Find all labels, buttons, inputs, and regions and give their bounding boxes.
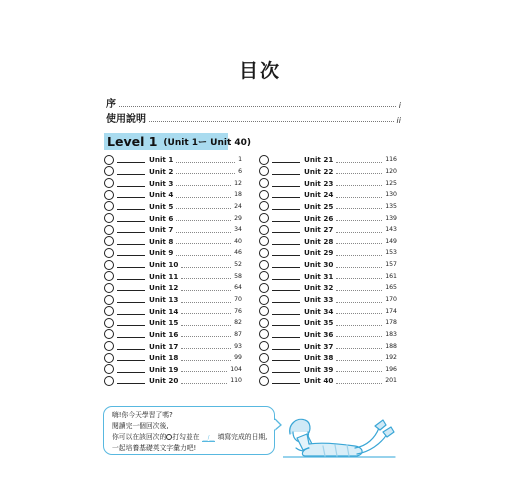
unit-page: 143 bbox=[385, 226, 397, 234]
leader-dots bbox=[336, 331, 382, 337]
unit-page: 188 bbox=[385, 342, 397, 350]
leader-dots bbox=[336, 227, 382, 233]
unit-row[interactable] bbox=[104, 375, 242, 387]
unit-row[interactable] bbox=[259, 294, 397, 306]
date-blank-line[interactable] bbox=[117, 343, 145, 350]
checkbox-circle-icon[interactable] bbox=[104, 353, 114, 363]
unit-page: 64 bbox=[234, 284, 242, 292]
checkbox-circle-icon[interactable] bbox=[259, 213, 269, 223]
unit-page: 82 bbox=[234, 319, 242, 327]
leader-dots bbox=[176, 157, 235, 163]
checkbox-circle-icon[interactable] bbox=[259, 341, 269, 351]
checkbox-circle-icon[interactable] bbox=[104, 190, 114, 200]
leader-dots bbox=[336, 273, 382, 279]
unit-row[interactable] bbox=[259, 212, 397, 224]
date-blank-line[interactable] bbox=[272, 249, 300, 256]
checkbox-circle-icon[interactable] bbox=[104, 155, 114, 165]
unit-row[interactable] bbox=[259, 247, 397, 259]
unit-row[interactable] bbox=[104, 329, 242, 341]
leader-dots bbox=[181, 378, 227, 384]
unit-name: Unit 5 bbox=[149, 201, 174, 211]
unit-row[interactable] bbox=[104, 305, 242, 317]
unit-page: 18 bbox=[234, 191, 242, 199]
leader-dots bbox=[336, 297, 382, 303]
unit-page: 139 bbox=[385, 214, 397, 222]
unit-name: Unit 27 bbox=[304, 225, 334, 235]
level-header bbox=[104, 133, 252, 150]
leader-dots bbox=[119, 106, 396, 107]
unit-name: Unit 19 bbox=[149, 364, 179, 374]
leader-dots bbox=[336, 215, 382, 221]
leader-dots bbox=[336, 180, 382, 186]
date-blank-line[interactable] bbox=[272, 308, 300, 315]
unit-name: Unit 20 bbox=[149, 376, 179, 386]
unit-row[interactable] bbox=[104, 282, 242, 294]
unit-name: Unit 1 bbox=[149, 155, 174, 165]
leader-dots bbox=[336, 250, 382, 256]
unit-name: Unit 3 bbox=[149, 178, 174, 188]
leader-dots bbox=[336, 262, 382, 268]
leader-dots bbox=[336, 308, 382, 314]
unit-page: 70 bbox=[234, 296, 242, 303]
leader-dots bbox=[336, 355, 382, 361]
unit-name: Unit 36 bbox=[304, 329, 334, 339]
unit-name: Unit 24 bbox=[304, 190, 334, 200]
date-blank-line[interactable] bbox=[272, 180, 300, 187]
date-blank-line[interactable] bbox=[272, 215, 300, 222]
date-blank-line[interactable] bbox=[272, 156, 300, 163]
unit-name: Unit 35 bbox=[304, 318, 334, 328]
date-blank-line[interactable] bbox=[117, 180, 145, 187]
checkbox-circle-icon[interactable] bbox=[104, 283, 114, 293]
tip-text: 你可以在該回次的 bbox=[112, 433, 167, 441]
leader-dots bbox=[336, 203, 382, 209]
level-range: (Unit 1ー Unit 40) bbox=[163, 138, 252, 148]
leader-dots bbox=[336, 366, 382, 372]
unit-page: 174 bbox=[385, 307, 397, 315]
unit-page: 149 bbox=[385, 237, 397, 245]
unit-row[interactable] bbox=[104, 189, 242, 201]
unit-name: Unit 6 bbox=[149, 213, 174, 223]
leader-dots bbox=[181, 273, 231, 279]
unit-row[interactable] bbox=[259, 235, 397, 247]
unit-page: 161 bbox=[385, 272, 397, 280]
unit-name: Unit 22 bbox=[304, 166, 334, 176]
checkbox-circle-icon[interactable] bbox=[104, 341, 114, 351]
checkbox-circle-icon[interactable] bbox=[104, 213, 114, 223]
leader-dots bbox=[176, 180, 231, 186]
unit-row[interactable] bbox=[259, 282, 397, 294]
unit-name: Unit 30 bbox=[304, 260, 334, 270]
unit-row[interactable] bbox=[104, 340, 242, 352]
date-blank-line[interactable] bbox=[117, 284, 145, 291]
unit-page: 125 bbox=[385, 179, 397, 187]
unit-row[interactable] bbox=[259, 177, 397, 189]
unit-page: 87 bbox=[234, 330, 242, 338]
unit-name: Unit 25 bbox=[304, 201, 334, 211]
checkbox-circle-icon[interactable] bbox=[259, 306, 269, 316]
bubble-tail-icon bbox=[268, 418, 282, 432]
tip-bubble bbox=[103, 406, 275, 455]
checkbox-circle-icon[interactable] bbox=[259, 271, 269, 281]
unit-name: Unit 38 bbox=[304, 353, 334, 363]
unit-page: 135 bbox=[385, 202, 397, 210]
checkbox-circle-icon[interactable] bbox=[259, 201, 269, 211]
unit-row[interactable] bbox=[104, 259, 242, 271]
date-blank-line[interactable] bbox=[117, 377, 145, 384]
unit-row[interactable] bbox=[259, 259, 397, 271]
unit-name: Unit 39 bbox=[304, 364, 334, 374]
unit-page: 130 bbox=[385, 191, 397, 199]
unit-name: Unit 34 bbox=[304, 306, 334, 316]
unit-page: 76 bbox=[234, 307, 242, 315]
date-blank-line[interactable] bbox=[272, 343, 300, 350]
unit-name: Unit 37 bbox=[304, 341, 334, 351]
date-blank-line[interactable] bbox=[117, 331, 145, 338]
date-blank-line[interactable] bbox=[272, 377, 300, 384]
unit-name: Unit 7 bbox=[149, 225, 174, 235]
leader-dots bbox=[336, 285, 382, 291]
unit-row[interactable] bbox=[104, 247, 242, 259]
unit-row[interactable] bbox=[259, 201, 397, 213]
unit-row[interactable] bbox=[104, 224, 242, 236]
date-blank-line[interactable] bbox=[272, 296, 300, 303]
date-blank-line[interactable] bbox=[117, 156, 145, 163]
unit-name: Unit 23 bbox=[304, 178, 334, 188]
checkbox-circle-icon[interactable] bbox=[104, 178, 114, 188]
unit-page: 99 bbox=[234, 354, 242, 362]
unit-row[interactable] bbox=[259, 270, 397, 282]
unit-row[interactable] bbox=[104, 177, 242, 189]
leader-dots bbox=[336, 238, 382, 244]
unit-row[interactable] bbox=[259, 224, 397, 236]
unit-page: 201 bbox=[385, 377, 397, 385]
unit-row[interactable] bbox=[259, 317, 397, 329]
level-name: Level 1 bbox=[107, 134, 158, 149]
leader-dots bbox=[181, 285, 231, 291]
date-blank-line[interactable] bbox=[272, 191, 300, 198]
unit-page: 29 bbox=[234, 214, 242, 222]
leader-dots bbox=[181, 343, 231, 349]
date-blank-line[interactable] bbox=[117, 273, 145, 280]
leader-dots bbox=[176, 192, 231, 198]
unit-row[interactable] bbox=[259, 340, 397, 352]
date-blank-line[interactable] bbox=[117, 296, 145, 303]
leader-dots bbox=[181, 308, 231, 314]
tip-text: 打勾並在 bbox=[172, 433, 200, 441]
unit-name: Unit 13 bbox=[149, 295, 179, 304]
leader-dots bbox=[149, 121, 394, 122]
date-blank-line[interactable] bbox=[272, 319, 300, 326]
unit-column-left bbox=[104, 154, 242, 387]
leader-dots bbox=[336, 320, 382, 326]
unit-row[interactable] bbox=[104, 270, 242, 282]
date-blank-line[interactable] bbox=[272, 284, 300, 291]
checkbox-circle-icon[interactable] bbox=[259, 260, 269, 270]
checkbox-circle-icon[interactable] bbox=[104, 225, 114, 235]
unit-row[interactable] bbox=[259, 329, 397, 341]
date-blank-line[interactable] bbox=[117, 354, 145, 361]
date-blank-line[interactable] bbox=[117, 203, 145, 210]
unit-row[interactable] bbox=[104, 235, 242, 247]
leader-dots bbox=[181, 366, 227, 372]
checkbox-circle-icon[interactable] bbox=[259, 353, 269, 363]
unit-row[interactable] bbox=[104, 317, 242, 329]
date-blank-line[interactable] bbox=[272, 354, 300, 361]
unit-page: 40 bbox=[234, 237, 242, 245]
toc-page: i bbox=[398, 101, 401, 110]
checkbox-circle-icon[interactable] bbox=[259, 236, 269, 246]
date-blank-line[interactable] bbox=[117, 249, 145, 256]
date-blank-line[interactable] bbox=[272, 366, 300, 373]
leader-dots bbox=[181, 262, 231, 268]
checkbox-circle-icon[interactable] bbox=[104, 376, 114, 386]
leader-dots bbox=[336, 192, 382, 198]
unit-name: Unit 40 bbox=[304, 376, 334, 386]
unit-row[interactable] bbox=[259, 154, 397, 166]
unit-page: 183 bbox=[385, 330, 397, 338]
unit-page: 46 bbox=[234, 249, 242, 257]
leader-dots bbox=[176, 203, 231, 209]
unit-row[interactable] bbox=[259, 364, 397, 376]
date-blank: __/__ bbox=[202, 435, 215, 441]
unit-page: 165 bbox=[385, 284, 397, 292]
unit-page: 104 bbox=[230, 365, 242, 373]
date-blank-line[interactable] bbox=[272, 261, 300, 268]
checkbox-circle-icon[interactable] bbox=[259, 295, 269, 305]
checkbox-circle-icon[interactable] bbox=[104, 166, 114, 176]
leader-dots bbox=[181, 355, 231, 361]
toc-label: 序 bbox=[106, 99, 116, 110]
leader-dots bbox=[181, 320, 231, 326]
checkbox-circle-icon[interactable] bbox=[259, 318, 269, 328]
unit-name: Unit 15 bbox=[149, 318, 179, 328]
unit-name: Unit 32 bbox=[304, 283, 334, 293]
unit-name: Unit 14 bbox=[149, 306, 179, 316]
leader-dots bbox=[336, 168, 382, 174]
tip-line: 閱讀完一個回次後, bbox=[112, 422, 169, 430]
unit-row[interactable] bbox=[104, 166, 242, 178]
unit-name: Unit 11 bbox=[149, 271, 179, 281]
unit-page: 1 bbox=[238, 156, 242, 164]
checkbox-circle-icon[interactable] bbox=[104, 295, 114, 305]
checkbox-circle-icon[interactable] bbox=[259, 248, 269, 258]
unit-page: 58 bbox=[234, 272, 242, 280]
checkbox-circle-icon[interactable] bbox=[104, 201, 114, 211]
leader-dots bbox=[181, 331, 231, 337]
checkbox-circle-icon[interactable] bbox=[104, 318, 114, 328]
unit-page: 93 bbox=[234, 342, 242, 350]
tip-line: 一起培養基礎英文字彙力吧! bbox=[112, 444, 197, 452]
unit-page: 52 bbox=[234, 261, 242, 269]
checkbox-circle-icon[interactable] bbox=[259, 329, 269, 339]
leader-dots bbox=[181, 297, 231, 303]
toc-front-instructions[interactable] bbox=[106, 111, 401, 125]
unit-name: Unit 12 bbox=[149, 283, 179, 293]
date-blank-line[interactable] bbox=[117, 168, 145, 175]
unit-name: Unit 21 bbox=[304, 155, 334, 165]
tip-line: 嗨!你今天學習了嗎? bbox=[112, 411, 173, 419]
checkbox-circle-icon[interactable] bbox=[104, 306, 114, 316]
unit-row[interactable] bbox=[104, 212, 242, 224]
date-blank-line[interactable] bbox=[272, 203, 300, 210]
unit-row[interactable] bbox=[104, 352, 242, 364]
checkbox-circle-icon[interactable] bbox=[259, 190, 269, 200]
checkbox-circle-icon[interactable] bbox=[259, 155, 269, 165]
unit-page: 170 bbox=[385, 296, 397, 303]
unit-row[interactable] bbox=[104, 364, 242, 376]
unit-page: 196 bbox=[385, 365, 397, 373]
unit-page: 192 bbox=[385, 354, 397, 362]
checkbox-circle-icon[interactable] bbox=[259, 178, 269, 188]
unit-name: Unit 29 bbox=[304, 248, 334, 258]
unit-name: Unit 26 bbox=[304, 213, 334, 223]
date-blank-line[interactable] bbox=[117, 261, 145, 268]
unit-name: Unit 2 bbox=[149, 166, 174, 176]
date-blank-line[interactable] bbox=[117, 319, 145, 326]
unit-row[interactable] bbox=[259, 305, 397, 317]
unit-row[interactable] bbox=[104, 294, 242, 306]
checkbox-circle-icon[interactable] bbox=[104, 260, 114, 270]
unit-name: Unit 10 bbox=[149, 260, 179, 270]
checkbox-circle-icon[interactable] bbox=[259, 376, 269, 386]
unit-page: 34 bbox=[234, 226, 242, 234]
unit-name: Unit 16 bbox=[149, 329, 179, 339]
unit-name: Unit 8 bbox=[149, 236, 174, 246]
checkbox-circle-icon[interactable] bbox=[259, 364, 269, 374]
checkbox-circle-icon[interactable] bbox=[259, 166, 269, 176]
checkbox-circle-icon[interactable] bbox=[104, 248, 114, 258]
checkbox-circle-icon[interactable] bbox=[104, 329, 114, 339]
unit-name: Unit 17 bbox=[149, 341, 179, 351]
unit-name: Unit 18 bbox=[149, 353, 179, 363]
leader-dots bbox=[176, 227, 231, 233]
page-title: 目次 bbox=[238, 60, 281, 82]
unit-row[interactable] bbox=[104, 201, 242, 213]
tip-text: 填寫完成的日期, bbox=[217, 433, 268, 441]
leader-dots bbox=[176, 250, 231, 256]
unit-page: 12 bbox=[234, 179, 242, 187]
unit-page: 120 bbox=[385, 167, 397, 175]
unit-name: Unit 28 bbox=[304, 236, 334, 246]
unit-name: Unit 9 bbox=[149, 248, 174, 258]
unit-page: 157 bbox=[385, 261, 397, 269]
date-blank-line[interactable] bbox=[117, 226, 145, 233]
unit-row[interactable] bbox=[259, 189, 397, 201]
unit-name: Unit 4 bbox=[149, 190, 174, 200]
checkbox-circle-icon[interactable] bbox=[104, 364, 114, 374]
unit-row[interactable] bbox=[259, 352, 397, 364]
leader-dots bbox=[176, 215, 231, 221]
unit-page: 153 bbox=[385, 249, 397, 257]
date-blank-line[interactable] bbox=[272, 331, 300, 338]
date-blank-line[interactable] bbox=[117, 366, 145, 373]
unit-name: Unit 31 bbox=[304, 271, 334, 281]
toc-page: ii bbox=[396, 116, 401, 125]
tip-line bbox=[112, 432, 266, 443]
date-blank-line[interactable] bbox=[272, 238, 300, 245]
unit-row[interactable] bbox=[104, 154, 242, 166]
leader-dots bbox=[176, 168, 235, 174]
unit-column-right bbox=[259, 154, 397, 387]
reading-girl-icon bbox=[283, 412, 398, 460]
leader-dots bbox=[336, 157, 382, 163]
checkbox-circle-icon[interactable] bbox=[259, 225, 269, 235]
date-blank-line[interactable] bbox=[117, 191, 145, 198]
date-blank-line[interactable] bbox=[117, 308, 145, 315]
unit-name: Unit 33 bbox=[304, 295, 334, 304]
leader-dots bbox=[336, 378, 382, 384]
unit-page: 24 bbox=[234, 202, 242, 210]
unit-row[interactable] bbox=[259, 375, 397, 387]
date-blank-line[interactable] bbox=[272, 273, 300, 280]
date-blank-line[interactable] bbox=[117, 215, 145, 222]
date-blank-line[interactable] bbox=[117, 238, 145, 245]
checkbox-circle-icon[interactable] bbox=[104, 271, 114, 281]
checkbox-circle-icon[interactable] bbox=[259, 283, 269, 293]
toc-label: 使用說明 bbox=[106, 114, 146, 125]
unit-page: 178 bbox=[385, 319, 397, 327]
unit-row[interactable] bbox=[259, 166, 397, 178]
unit-page: 110 bbox=[230, 377, 242, 385]
checkbox-circle-icon[interactable] bbox=[104, 236, 114, 246]
unit-page: 6 bbox=[238, 167, 242, 175]
date-blank-line[interactable] bbox=[272, 226, 300, 233]
leader-dots bbox=[176, 238, 231, 244]
unit-page: 116 bbox=[385, 156, 397, 164]
date-blank-line[interactable] bbox=[272, 168, 300, 175]
toc-front-preface[interactable] bbox=[106, 96, 401, 110]
leader-dots bbox=[336, 343, 382, 349]
